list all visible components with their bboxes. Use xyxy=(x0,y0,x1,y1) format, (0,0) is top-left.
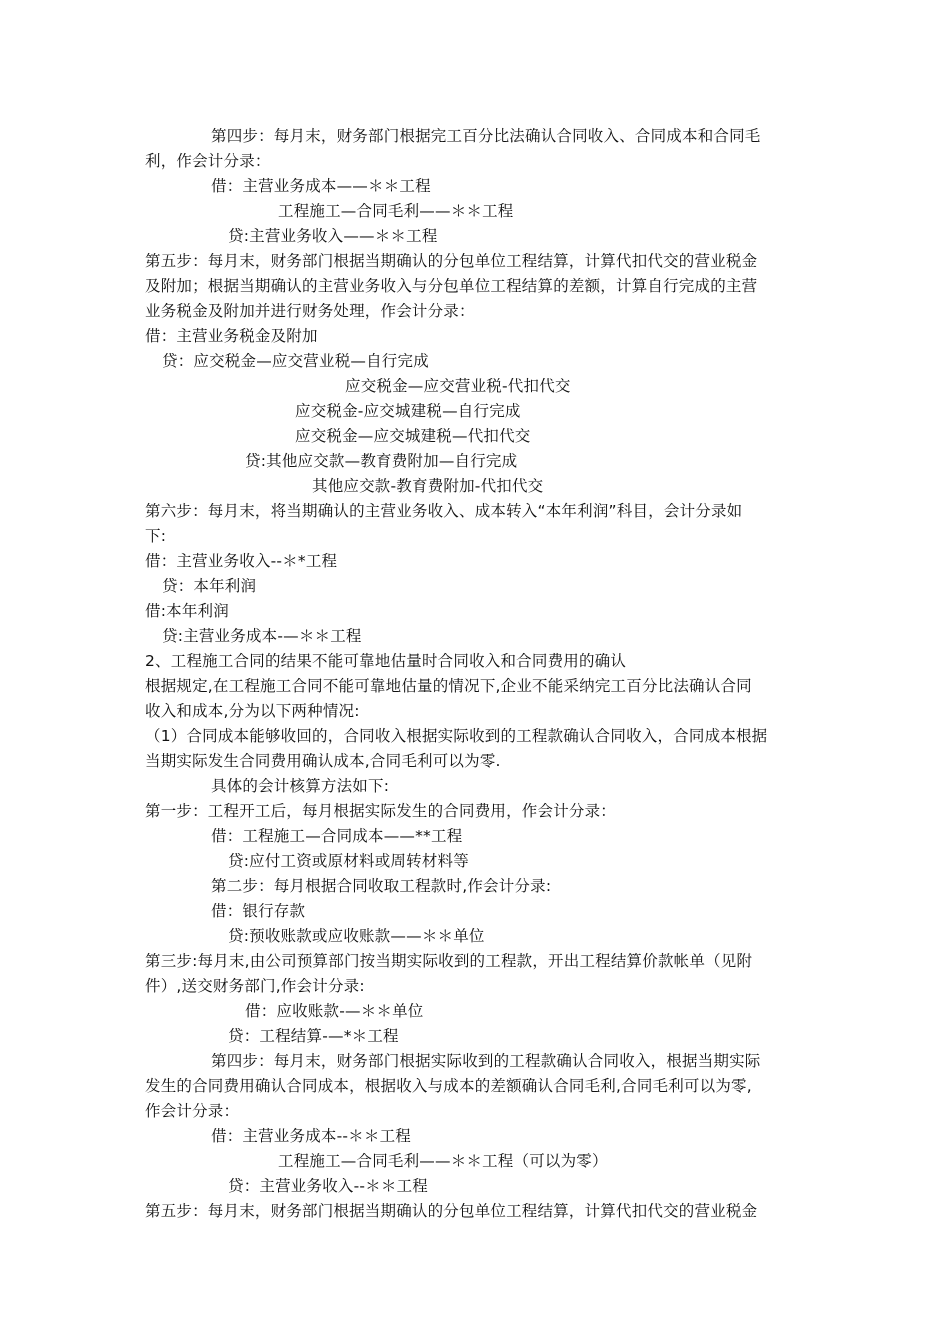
text-line: 第六步：每月末，将当期确认的主营业务收入、成本转入“本年利润”科目，会计分录如 xyxy=(145,502,743,520)
text-line: 贷:预收账款或应收账款——＊＊单位 xyxy=(228,927,485,945)
text-line: 应交税金-应交城建税—自行完成 xyxy=(295,402,521,420)
text-line: 借：主营业务收入--＊*工程 xyxy=(145,552,338,570)
text-line: 利，作会计分录： xyxy=(145,152,271,170)
text-line: 下: xyxy=(145,527,167,545)
text-line: 贷：本年利润 xyxy=(162,577,257,595)
text-line: 根据规定,在工程施工合同不能可靠地估量的情况下,企业不能采纳完工百分比法确认合同 xyxy=(145,677,752,695)
text-line: 贷:主营业务收入——＊＊工程 xyxy=(228,227,438,245)
text-line: 及附加；根据当期确认的主营业务收入与分包单位工程结算的差额，计算自行完成的主营 xyxy=(145,277,758,295)
text-line: 其他应交款-教育费附加-代扣代交 xyxy=(312,477,544,495)
text-line: 贷：工程结算-—*＊工程 xyxy=(228,1027,399,1045)
section-heading: 2、工程施工合同的结果不能可靠地估量时合同收入和合同费用的确认 xyxy=(145,652,627,670)
text-line: 借：主营业务成本--＊＊工程 xyxy=(211,1127,411,1145)
text-line: 借：主营业务税金及附加 xyxy=(145,327,318,345)
text-line: 工程施工—合同毛利——＊＊工程 xyxy=(278,202,514,220)
text-line: 第三步:每月末,由公司预算部门按当期实际收到的工程款，开出工程结算价款帐单（见附 xyxy=(145,952,753,970)
text-line: 当期实际发生合同费用确认成本,合同毛利可以为零. xyxy=(145,752,501,770)
text-line: 第二步：每月根据合同收取工程款时,作会计分录: xyxy=(211,877,552,895)
text-line: 业务税金及附加并进行财务处理，作会计分录： xyxy=(145,302,475,320)
text-line: 工程施工—合同毛利——＊＊工程（可以为零） xyxy=(278,1152,608,1170)
text-line: 件）,送交财务部门,作会计分录: xyxy=(145,977,365,995)
text-line: 具体的会计核算方法如下: xyxy=(211,777,390,795)
text-line: 借:本年利润 xyxy=(145,602,229,620)
text-line: 借：工程施工—合同成本——**工程 xyxy=(211,827,463,845)
text-line: 贷：应交税金—应交营业税—自行完成 xyxy=(162,352,429,370)
text-line: 第一步：工程开工后，每月根据实际发生的合同费用，作会计分录： xyxy=(145,802,617,820)
text-line: 借：主营业务成本——＊＊工程 xyxy=(211,177,431,195)
text-line: 应交税金—应交城建税—代扣代交 xyxy=(295,427,531,445)
text-line: 贷:应付工资或原材料或周转材料等 xyxy=(228,852,469,870)
text-line: 贷:其他应交款—教育费附加—自行完成 xyxy=(245,452,518,470)
text-line: 贷：主营业务收入--＊＊工程 xyxy=(228,1177,428,1195)
text-line: 第五步：每月末，财务部门根据当期确认的分包单位工程结算，计算代扣代交的营业税金 xyxy=(145,1202,758,1220)
text-line: 第四步：每月末，财务部门根据完工百分比法确认合同收入、合同成本和合同毛 xyxy=(211,127,761,145)
text-line: 借：银行存款 xyxy=(211,902,306,920)
text-line: 作会计分录： xyxy=(145,1102,240,1120)
text-line: 发生的合同费用确认合同成本，根据收入与成本的差额确认合同毛利,合同毛利可以为零, xyxy=(145,1077,752,1095)
text-line: 第五步：每月末，财务部门根据当期确认的分包单位工程结算，计算代扣代交的营业税金 xyxy=(145,252,758,270)
text-line: 应交税金—应交营业税-代扣代交 xyxy=(345,377,571,395)
text-line: 第四步：每月末，财务部门根据实际收到的工程款确认合同收入，根据当期实际 xyxy=(211,1052,761,1070)
text-line: 借：应收账款-—＊＊单位 xyxy=(245,1002,424,1020)
text-line: 贷:主营业务成本-—＊＊工程 xyxy=(162,627,362,645)
text-line: （1）合同成本能够收回的，合同收入根据实际收到的工程款确认合同收入，合同成本根据 xyxy=(145,727,768,745)
text-line: 收入和成本,分为以下两种情况: xyxy=(145,702,360,720)
